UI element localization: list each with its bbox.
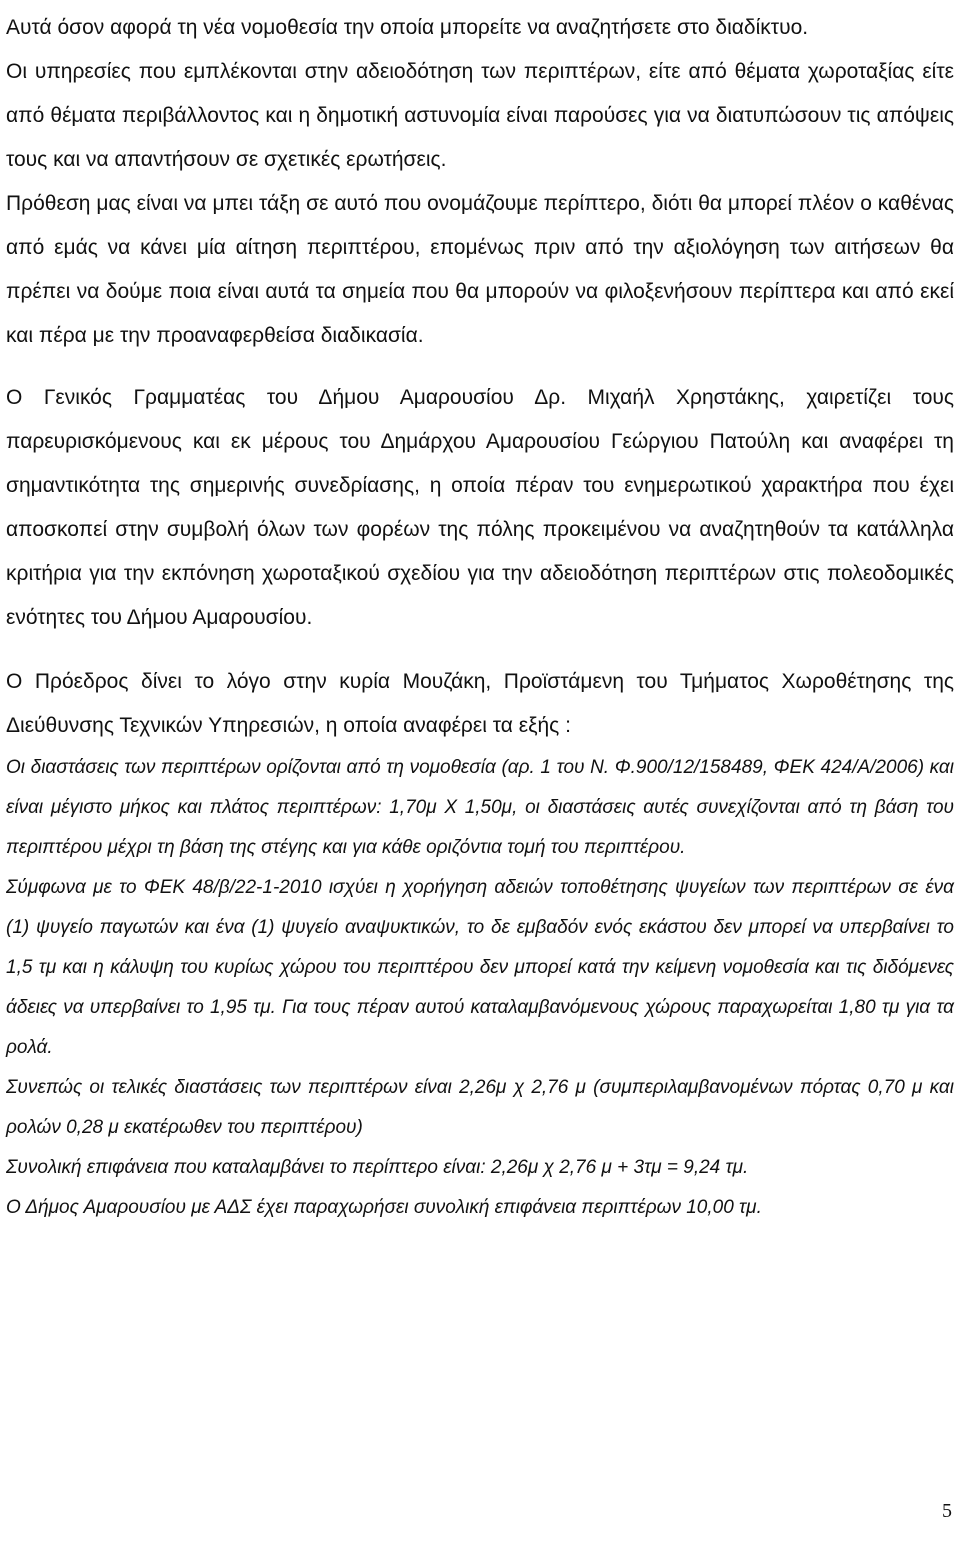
paragraph-legislation: Αυτά όσον αφορά τη νέα νομοθεσία την οποία μπορείτε να αναζητήσετε στο διαδίκτυο. [6,16,809,39]
paragraph-fridge-licenses: Σύμφωνα με το ΦΕΚ 48/β/22-1-2010 ισχύει η χορήγηση αδειών τοποθέτησης ψυγείων των περιπτέρων σε ένα (1) ψυγείο παγωτών και ένα (1) ψυγείο αναψυκτικών, το δε εμβαδόν ενός εκάστου δεν μπορεί να υπερβαίνει το 1,5 τμ και η κάλυψη του κυρίως χώρου του περιπτέρου δεν μπορεί κατά την κείμενη νομοθεσία και τις διδόμενες άδειες να υπερβαίνει το 1,95 τμ. Για τους πέραν αυτού καταλαμβανόμενους χώρους παραχωρείται 1,80 τμ για τα ρολά. [6,877,954,1058]
paragraph-total-area: Συνολική επιφάνεια που καταλαμβάνει το περίπτερο είναι: 2,26μ χ 2,76 μ + 3τμ = 9,24 τμ. [6,1157,749,1178]
paragraph-final-dimensions: Συνεπώς οι τελικές διαστάσεις των περιπτέρων είναι 2,26μ χ 2,76 μ (συμπεριλαμβανομένων πόρτας 0,70 μ και ρολών 0,28 μ εκατέρωθεν του περιπτέρου) [6,1077,954,1138]
paragraph-intent: Πρόθεση μας είναι να μπει τάξη σε αυτό που ονομάζουμε περίπτερο, διότι θα μπορεί πλέον ο καθένας από εμάς να κάνει μία αίτηση περιπτέρου, επομένως πριν από την αξιολόγηση των αιτήσεων θα πρέπει να δούμε ποια είναι αυτά τα σημεία που θα μπορούν να φιλοξενήσουν περίπτερα και από εκεί και πέρα με την προαναφερθείσα διαδικασία. [6,192,954,347]
paragraph-municipality-area: Ο Δήμος Αμαρουσίου με ΑΔΣ έχει παραχωρήσει συνολική επιφάνεια περιπτέρων 10,00 τμ. [6,1197,762,1218]
paragraph-secretary-general: Ο Γενικός Γραμματέας του Δήμου Αμαρουσίου Δρ. Μιχαήλ Χρηστάκης, χαιρετίζει τους παρευρισκόμενους και εκ μέρους του Δημάρχου Αμαρουσίου Γεώργιου Πατούλη και αναφέρει τη σημαντικότητα της σημερινής συνεδρίασης, η οποία πέραν του ενημερωτικού χαρακτήρα που έχει αποσκοπεί στην συμβολή όλων των φορέων της πόλης προκειμένου να αναζητηθούν τα κατάλληλα κριτήρια για την εκπόνηση χωροταξικού σχεδίου για την αδειοδότηση περιπτέρων στις πολεοδομικές ενότητες του Δήμου Αμαρουσίου. [6,386,954,629]
paragraph-kiosk-dimensions: Οι διαστάσεις των περιπτέρων ορίζονται από τη νομοθεσία (αρ. 1 του Ν. Φ.900/12/158489, ΦΕΚ 424/Α/2006) και είναι μέγιστο μήκος και πλάτος περιπτέρων: 1,70μ Χ 1,50μ, οι διαστάσεις αυτές συνεχίζονται από τη βάση του περιπτέρου μέχρι τη βάση της στέγης και για κάθε οριζόντια τομή του περιπτέρου. [6,757,954,858]
paragraph-president: Ο Πρόεδρος δίνει το λόγο στην κυρία Μουζάκη, Προϊστάμενη του Τμήματος Χωροθέτησης της Διεύθυνσης Τεχνικών Υπηρεσιών, η οποία αναφέρει τα εξής : [6,670,954,737]
page-number: 5 [942,1500,952,1522]
document-page [6,0,954,1228]
paragraph-services: Οι υπηρεσίες που εμπλέκονται στην αδειοδότηση των περιπτέρων, είτε από θέματα χωροταξίας είτε από θέματα περιβάλλοντος και η δημοτική αστυνομία είναι παρούσες για να διατυπώσουν τις απόψεις τους και να απαντήσουν σε σχετικές ερωτήσεις. [6,60,954,171]
